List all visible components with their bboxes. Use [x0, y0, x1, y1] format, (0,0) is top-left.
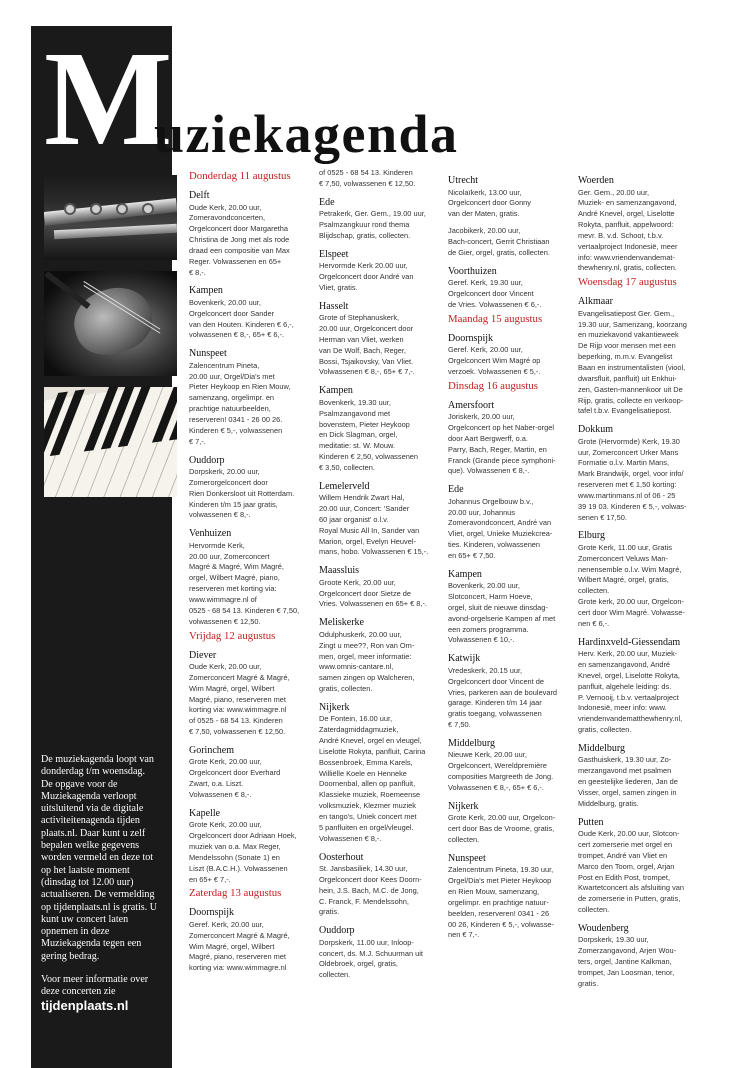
- venue-town: Ede: [448, 484, 464, 496]
- agenda-entry: [448, 175, 576, 220]
- agenda-column-3: [448, 168, 576, 941]
- event-details: Geref. Kerk, 19.30 uur, Orgelconcert door Vincent de Vries. Volwassenen € 6,-.: [448, 278, 542, 309]
- event-details: Grote Kerk, 20.00 uur, Orgelconcert door Everhard Zwart, o.a. Liszt. Volwassenen € 8,-.: [189, 757, 281, 799]
- agenda-entry: [319, 702, 447, 845]
- event-details: St. Jansbasiliek, 14.30 uur, Orgelconcert door Kees Doorn- hein, J.S. Bach, M.C. de Jong, C. Franck, F. Mendelssohn, gratis.: [319, 864, 422, 917]
- venue-town: Middelburg: [578, 742, 626, 754]
- agenda-entry: [189, 455, 317, 522]
- venue-town: Katwijk: [448, 653, 481, 665]
- venue-town: Alkmaar: [578, 296, 613, 308]
- event-details: De Fontein, 16.00 uur, Zaterdagmiddagmuziek, André Knevel, orgel en vleugel, Liselotte Rokyta, panfluit, Carina Bossenbroek, Emma Karels, Williëlle Koele en Henneke Doornenbal, allen op panfluit, Klassieke muziek, Roemeense volksmuziek, Klezmer muziek en tango's, Uniek concert met 5 panfluiten en orgel/vleugel. Volwassenen € 8,-.: [319, 714, 426, 843]
- violin-photo: [44, 271, 177, 376]
- event-details: Hervormde Kerk, 20.00 uur, Zomerconcert Magré & Magré, Wim Magré, orgel, Wilbert Magré, piano, reserveren met korting via: www.wimmagre.nl of 0525 - 68 54 13. Kinderen € 7,50, volwassenen € 12,50.: [189, 540, 300, 626]
- event-details: Bovenkerk, 20.00 uur, Orgelconcert door Sander van den Houten. Kinderen € 6,-, volwassenen € 8,-, 65+ € 6,-.: [189, 297, 294, 340]
- event-details: Nieuwe Kerk, 20.00 uur, Orgelconcert, Wereldpremière composities Margreeth de Jong. Volwassenen € 8,-, 65+ € 6,-.: [448, 750, 554, 792]
- event-details: Oude Kerk, 20.00 uur, Zomeravondconcerten, Orgelconcert door Margaretha Christina de Jong met als rode draad een compositie van Max Reger. Volwassenen en 65+ € 8,-.: [189, 202, 290, 277]
- agenda-entry: [448, 266, 576, 311]
- venue-town: Nijkerk: [448, 800, 479, 812]
- agenda-entry: [578, 743, 706, 810]
- agenda-entry: [578, 424, 706, 523]
- venue-town: Kampen: [319, 385, 353, 397]
- agenda-entry: [448, 333, 576, 378]
- venue-town: Meliskerke: [319, 617, 364, 629]
- event-details: of 0525 - 68 54 13. Kinderen € 7,50, volwassenen € 12,50.: [319, 168, 416, 188]
- venue-town: Putten: [578, 816, 604, 828]
- venue-town: Ouddorp: [319, 925, 355, 937]
- agenda-entry: [319, 617, 447, 695]
- event-details: Joriskerk, 20.00 uur, Orgelconcert op het Naber-orgel door Aart Bergwerff, o.a. Parry, Bach, Reger, Martin, en Franck (Grande piece symphoni- que). Volwassenen € 8,-.: [448, 412, 556, 476]
- venue-town: Kapelle: [189, 807, 221, 819]
- event-details: Grote Kerk, 11.00 uur, Gratis Zomerconcert Veluws Man- nenensemble o.l.v. Wim Magré, Wilbert Magré, orgel, gratis, collecten. Grote kerk, 20.00 uur, Orgelcon- cert door Wim Magré. Volwasse- nen € 6,-.: [578, 542, 685, 628]
- sidebar-info-paragraph: De muziekagenda loopt van donderdag t/m woensdag. De opgave voor de Muziekagenda verloopt uitsluitend via de digitale activiteitenagenda tijden plaats.nl. Daar kunt u zelf bepalen welke gegevens worden vermeld en deze tot op het laatste moment (dinsdag tot 12.00 uur) actualiseren. De vermelding op tijdenplaats.nl is gratis. U kunt uw concert laten opnemen in deze Muziekagenda tegen een gering bedrag.: [41, 754, 158, 962]
- event-details: Grote Kerk, 20.00 uur, Orgelcon- cert door Bas de Vroome, gratis, collecten.: [448, 813, 556, 844]
- flute-photo: [44, 175, 177, 260]
- event-details: Gasthuiskerk, 19.30 uur, Zo- merzangavond met psalmen en geestelijke liederen, Jan de Visser, orgel, samen zingen in Middelburg, gratis.: [578, 755, 678, 808]
- agenda-entry: [189, 650, 317, 738]
- event-details: Petrakerk, Ger. Gem., 19.00 uur, Psalmzangkuur rond thema Blijdschap, gratis, collecten.: [319, 209, 426, 240]
- event-details: Zalencentrum Pineta, 20.00 uur, Orgel/Dia's met Pieter Heykoop en Rien Mouw, samenzang, orgelimpr. en prachtige natuurbeelden, reserveren! 0341 - 26 00 26. Kinderen € 5,-, volwassenen € 7,-.: [189, 360, 291, 446]
- venue-town: Elburg: [578, 530, 606, 542]
- venue-town: Delft: [189, 190, 210, 201]
- day-heading: Woensdag 17 augustus: [578, 276, 677, 289]
- event-details: Oude Kerk, 20.00 uur, Zomerconcert Magré & Magré, Wim Magré, orgel, Wilbert Magré, piano, reserveren met korting via: www.wimmagre.nl of 0525 - 68 54 13. Kinderen € 7,50, volwassenen € 12,50.: [189, 662, 290, 737]
- event-details: Grote of Stephanuskerk, 20.00 uur, Orgelconcert door Herman van Vliet, werken van De Wolf, Bach, Reger, Bossi, Tsjaikovsky, Van Vliet. Volwassenen € 8,-, 65+ € 7,-.: [319, 313, 415, 377]
- event-details: Grote Kerk, 20.00 uur, Orgelconcert door Adriaan Hoek, muziek van o.a. Max Reger, Mendelssohn (Sonate 1) en Liszt (B.A.C.H.). Volwassenen en 65+ € 7,-.: [189, 820, 297, 884]
- venue-town: Doornspijk: [189, 907, 234, 919]
- agenda-entry: [448, 801, 576, 846]
- event-details: Ger. Gem., 20.00 uur, Muziek- en samenzangavond, André Knevel, orgel, Liselotte Rokyta, panfluit, appelwoord: mevr. B. v.d. Schoot, t.b.v. vertaalproject Indonesië, meer info: www.vriendenvandemat- thewhenry.nl, gratis, collecten.: [578, 187, 678, 273]
- sidebar-more-info: [41, 974, 159, 1012]
- sidebar-info: [41, 754, 159, 1023]
- event-details: Zalencentrum Pineta, 19.30 uur, Orgel/Dia's met Pieter Heykoop en Rien Mouw, samenzang, orgelimpr. en prachtige natuur- beelden, reserveren! 0341 - 26 00 26, Kinderen € 5,-, volwasse- nen € 7,-.: [448, 865, 554, 940]
- agenda-entry: [189, 907, 317, 974]
- piano-keys-photo: [44, 387, 177, 497]
- day-heading: Zaterdag 13 augustus: [189, 887, 282, 900]
- agenda-entry: [319, 301, 447, 379]
- event-details: Dorpskerk, 20.00 uur, Zomerorgelconcert door Rien Donkersloot uit Rotterdam. Kinderen t/m 15 jaar gratis, volwassenen € 8,-.: [189, 467, 295, 520]
- agenda-entry: [189, 745, 317, 801]
- agenda-entry: [448, 226, 576, 259]
- agenda-entry: [578, 175, 706, 274]
- agenda-entry: [189, 190, 317, 278]
- agenda-entry: [189, 285, 317, 341]
- event-details: Bovenkerk, 20.00 uur, Slotconcert, Harm Hoeve, orgel, sluit de nieuwe dinsdag- avond-orgelserie Kampen af met een zomers programma. Volwassenen € 10,-.: [448, 581, 556, 645]
- masthead-rest: uziekagenda: [154, 104, 459, 164]
- agenda-entry: [448, 569, 576, 647]
- venue-town: Ede: [319, 196, 335, 208]
- venue-town: Kampen: [189, 285, 223, 297]
- venue-town: Nunspeet: [448, 852, 486, 864]
- event-details: Bovenkerk, 19.30 uur, Psalmzangavond met bovenstem, Pieter Heykoop en Dick Slagman, orgel, meditatie: st. W. Mouw. Kinderen € 2,50, volwassenen € 3,50, collecten.: [319, 397, 419, 472]
- event-details: Dorpskerk, 11.00 uur, Inloop- concert, ds. M.J. Schuurman uit Oldebroek, orgel, gratis, collecten.: [319, 937, 423, 980]
- agenda-entry: [448, 653, 576, 731]
- event-details: Hervormde Kerk 20.00 uur, Orgelconcert door André van Vliet, gratis.: [319, 261, 414, 292]
- venue-town: Hardinxveld-Giessendam: [578, 636, 681, 648]
- event-details: Evangelisatiepost Ger. Gem., 19.30 uur, Samenzang, koorzang en muziekavond vakantieweek De Rijp voor mensen met een beperking, m.m.v. Evangelist Baan en instrumentalisten (viool, dwarsfluit, panfluit) uit Enkhui- zen, Gasten-mannenkoor uit De Rijp, gratis, collecte en verkoop- tafel t.b.v. Evangelisatiepost.: [578, 308, 687, 416]
- venue-town: Ouddorp: [189, 454, 225, 466]
- event-details: Oude Kerk, 20.00 uur, Slotcon- cert zomerserie met orgel en trompet, André van Vliet en Marco den Toom, orgel, Arjan Post en Edith Post, trompet, Kwartetconcert als afsluiting van de zomerserie in Putten, gratis, collecten.: [578, 829, 684, 915]
- day-heading: Maandag 15 augustus: [448, 312, 543, 325]
- venue-town: Oosterhout: [319, 851, 364, 863]
- venue-town: Kampen: [448, 568, 482, 580]
- venue-town: Maassluis: [319, 565, 359, 577]
- venue-town: Dokkum: [578, 424, 613, 436]
- venue-town: Nunspeet: [189, 348, 227, 360]
- venue-town: Diever: [189, 649, 217, 661]
- agenda-entry: [448, 853, 576, 941]
- venue-town: Venhuizen: [189, 528, 232, 540]
- event-details: Vredeskerk, 20.15 uur, Orgelconcert door Vincent de Vries, parkeren aan de boulevard garage. Kinderen t/m 14 jaar gratis toegang, volwassenen € 7,50.: [448, 665, 558, 730]
- agenda-entry: [189, 528, 317, 627]
- event-details: Johannus Orgelbouw b.v., 20.00 uur, Johannus Zomeravondconcert, André van Vliet, orgel, Unieke Muziekcrea- ties. Kinderen, volwassenen en 65+ € 7,50.: [448, 496, 553, 560]
- venue-town: Doornspijk: [448, 332, 493, 344]
- agenda-entry: [319, 197, 447, 242]
- venue-town: Utrecht: [448, 175, 478, 186]
- day-heading: Dinsdag 16 augustus: [448, 379, 538, 392]
- agenda-column-2: [319, 168, 447, 981]
- event-details: Odulphuskerk, 20.00 uur, Zingt u mee??, Ron van Om- men, orgel, meer informatie: www.omnis-cantare.nl, samen zingen op Walcheren, gratis, collecten.: [319, 629, 415, 694]
- event-details: Grote (Hervormde) Kerk, 19.30 uur, Zomerconcert Urker Mans Formatie o.l.v. Martin Mans, Mark Brandwijk, orgel, voor info/ reserveren met € 1,50 korting: www.martinmans.nl of 06 - 25 39 19 03. Kinderen € 5,-, volwas- senen € 17,50.: [578, 436, 687, 522]
- agenda-entry: [578, 637, 706, 736]
- event-details: Jacobikerk, 20.00 uur, Bach-concert, Gerrit Christiaan de Gier, orgel, gratis, collecten.: [448, 226, 550, 257]
- venue-town: Elspeet: [319, 248, 349, 260]
- agenda-entry: [319, 852, 447, 919]
- agenda-entry: [448, 738, 576, 794]
- agenda-entry: [319, 565, 447, 610]
- event-details: Dorpskerk, 19.30 uur, Zomerzangavond, Arjen Wou- ters, orgel, Jantine Kalkman, trompet, Jan Loosman, tenor, gratis.: [578, 935, 677, 988]
- agenda-entry: [189, 348, 317, 447]
- agenda-entry: [189, 808, 317, 886]
- masthead-initial: M: [44, 24, 173, 174]
- event-details: Groote Kerk, 20.00 uur, Orgelconcert door Sietze de Vries. Volwassenen en 65+ € 8,-.: [319, 577, 427, 609]
- agenda-entry: [319, 925, 447, 981]
- day-heading: Vrijdag 12 augustus: [189, 629, 276, 642]
- agenda-entry: [319, 385, 447, 473]
- venue-town: Hasselt: [319, 300, 349, 312]
- agenda-entry: [578, 923, 706, 990]
- venue-town: Amersfoort: [448, 399, 495, 411]
- venue-town: Middelburg: [448, 737, 496, 749]
- agenda-entry: [319, 481, 447, 559]
- agenda-entry: [578, 530, 706, 629]
- venue-town: Gorinchem: [189, 744, 234, 756]
- event-details: Herv. Kerk, 20.00 uur, Muziek- en samenzangavond, André Knevel, orgel, Liselotte Rokyta, panfluit, algehele leiding: ds. P. Vernooij, t.b.v. vertaalproject Indonesië, meer info: www. vriendenvandematthewhenry.nl, gratis, collecten.: [578, 649, 683, 735]
- event-details: Geref. Kerk, 20.00 uur, Orgelconcert Wim Magré op verzoek. Volwassenen € 5,-.: [448, 345, 541, 376]
- agenda-entry: [448, 484, 576, 562]
- event-details: Geref. Kerk, 20.00 uur, Zomerconcert Magré & Magré, Wim Magré, orgel, Wilbert Magré, piano, reserveren met korting via: www.wimmagre.nl: [189, 919, 290, 973]
- day-heading: Donderdag 11 augustus: [189, 170, 291, 182]
- venue-town: Woudenberg: [578, 922, 629, 934]
- website-link[interactable]: tijdenplaats.nl: [41, 997, 129, 1013]
- venue-town: Voorthuizen: [448, 265, 497, 277]
- agenda-entry: [319, 168, 447, 190]
- event-details: Nicolaïkerk, 13.00 uur, Orgelconcert door Gonny van der Maten, gratis.: [448, 187, 531, 219]
- agenda-column-1: [189, 168, 317, 974]
- agenda-entry: [578, 817, 706, 916]
- venue-town: Lemelerveld: [319, 480, 370, 492]
- venue-town: Woerden: [578, 175, 614, 186]
- sidebar-more-text: Voor meer informatie over deze concerten zie: [41, 974, 149, 998]
- agenda-column-4: [578, 168, 706, 990]
- agenda-entry: [319, 249, 447, 294]
- event-details: Willem Hendrik Zwart Hal, 20.00 uur, Concert: 'Sander 60 jaar organist' o.l.v. Royal Music All In, Sander van Marion, orgel, Evelyn Heuvel- mans, hobo. Volwassenen € 15,-.: [319, 493, 429, 557]
- agenda-entry: [578, 296, 706, 417]
- venue-town: Nijkerk: [319, 701, 350, 713]
- agenda-entry: [448, 400, 576, 478]
